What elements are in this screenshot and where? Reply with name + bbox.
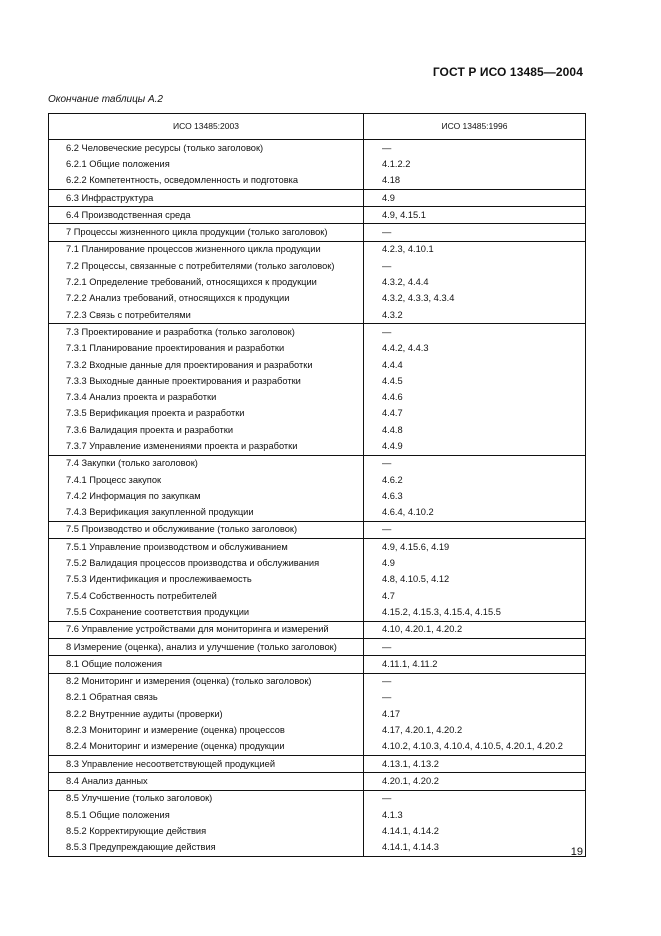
table-row [49, 755, 586, 772]
clause-2003-cell: 7.2 Процессы, связанные с потребителями (только заголовок) [49, 258, 364, 274]
clause-2003-cell: 6.4 Производственная среда [49, 207, 364, 224]
clause-2003-cell: 7.3.3 Выходные данные проектирования и разработки [49, 373, 364, 389]
clause-1996-cell: 4.7 [364, 588, 586, 604]
clause-1996-cell: 4.4.5 [364, 373, 586, 389]
clause-2003-cell: 8.5.1 Общие положения [49, 807, 364, 823]
table-row [49, 357, 586, 373]
table-row [49, 422, 586, 438]
clause-1996-cell: 4.3.2 [364, 307, 586, 324]
clause-1996-cell: — [364, 324, 586, 341]
table-row [49, 690, 586, 706]
clause-2003-cell: 7.4.1 Процесс закупок [49, 472, 364, 488]
clause-2003-cell: 7.2.1 Определение требований, относящихся к продукции [49, 274, 364, 290]
table-row [49, 588, 586, 604]
table-row [49, 621, 586, 638]
clause-2003-cell: 7.5.3 Идентификация и прослеживаемость [49, 572, 364, 588]
clause-1996-cell: 4.2.3, 4.10.1 [364, 241, 586, 258]
table-row [49, 324, 586, 341]
table-row [49, 472, 586, 488]
table-row [49, 389, 586, 405]
clause-2003-cell: 8.3 Управление несоответствующей продукцией [49, 755, 364, 772]
table-row [49, 807, 586, 823]
table-caption: Окончание таблицы А.2 [48, 94, 163, 105]
table-row [49, 373, 586, 389]
clause-1996-cell: 4.10, 4.20.1, 4.20.2 [364, 621, 586, 638]
clause-1996-cell: — [364, 258, 586, 274]
clause-2003-cell: 7.3 Проектирование и разработка (только заголовок) [49, 324, 364, 341]
clause-2003-cell: 8.5.3 Предупреждающие действия [49, 839, 364, 856]
table-row [49, 291, 586, 307]
clause-1996-cell: 4.6.4, 4.10.2 [364, 505, 586, 522]
clause-1996-cell: 4.4.8 [364, 422, 586, 438]
table-row [49, 488, 586, 504]
clause-2003-cell: 7.3.1 Планирование проектирования и разработки [49, 341, 364, 357]
clause-1996-cell: 4.11.1, 4.11.2 [364, 656, 586, 673]
clause-1996-cell: 4.6.2 [364, 472, 586, 488]
table-body [49, 140, 586, 857]
clause-2003-cell: 8.2.2 Внутренние аудиты (проверки) [49, 706, 364, 722]
table-row [49, 224, 586, 241]
clause-2003-cell: 7.3.7 Управление изменениями проекта и разработки [49, 438, 364, 455]
clause-1996-cell: — [364, 638, 586, 655]
clause-1996-cell: 4.3.2, 4.4.4 [364, 274, 586, 290]
clause-2003-cell: 7 Процессы жизненного цикла продукции (только заголовок) [49, 224, 364, 241]
clause-1996-cell: 4.9 [364, 189, 586, 206]
clause-1996-cell: 4.20.1, 4.20.2 [364, 773, 586, 790]
clause-2003-cell: 7.5.1 Управление производством и обслуживанием [49, 539, 364, 556]
clause-1996-cell: 4.3.2, 4.3.3, 4.3.4 [364, 291, 586, 307]
table-row [49, 638, 586, 655]
clause-1996-cell: 4.9 [364, 555, 586, 571]
table-row [49, 656, 586, 673]
clause-2003-cell: 7.5.4 Собственность потребителей [49, 588, 364, 604]
clause-1996-cell: 4.17 [364, 706, 586, 722]
page-number: 19 [570, 846, 583, 858]
clause-2003-cell: 8.4 Анализ данных [49, 773, 364, 790]
clause-2003-cell: 7.5 Производство и обслуживание (только заголовок) [49, 521, 364, 538]
clause-2003-cell: 7.3.6 Валидация проекта и разработки [49, 422, 364, 438]
clause-2003-cell: 7.2.2 Анализ требований, относящихся к продукции [49, 291, 364, 307]
table-row [49, 572, 586, 588]
clause-1996-cell: 4.10.2, 4.10.3, 4.10.4, 4.10.5, 4.20.1, 4.20.2 [364, 739, 586, 756]
clause-2003-cell: 6.2.2 Компетентность, осведомленность и подготовка [49, 173, 364, 190]
clause-1996-cell: 4.14.1, 4.14.2 [364, 823, 586, 839]
clause-1996-cell: 4.15.2, 4.15.3, 4.15.4, 4.15.5 [364, 604, 586, 621]
table-row [49, 207, 586, 224]
document-id: ГОСТ Р ИСО 13485—2004 [432, 65, 583, 79]
table-row [49, 839, 586, 856]
table-row [49, 823, 586, 839]
clause-1996-cell: — [364, 521, 586, 538]
table-row [49, 189, 586, 206]
table-row [49, 406, 586, 422]
clause-1996-cell: 4.4.6 [364, 389, 586, 405]
table-row [49, 673, 586, 690]
clause-1996-cell: 4.4.4 [364, 357, 586, 373]
table-row [49, 140, 586, 157]
table-row [49, 604, 586, 621]
clause-2003-cell: 8.2.3 Мониторинг и измерение (оценка) процессов [49, 722, 364, 738]
clause-2003-cell: 7.4.2 Информация по закупкам [49, 488, 364, 504]
clause-2003-cell: 7.1 Планирование процессов жизненного цикла продукции [49, 241, 364, 258]
column-header-iso-1996: ИСО 13485:1996 [364, 114, 586, 140]
table-row [49, 706, 586, 722]
table-row [49, 258, 586, 274]
clause-2003-cell: 7.3.5 Верификация проекта и разработки [49, 406, 364, 422]
table-row [49, 539, 586, 556]
table-row [49, 341, 586, 357]
clause-2003-cell: 7.4 Закупки (только заголовок) [49, 455, 364, 472]
clause-1996-cell: — [364, 790, 586, 807]
table-row [49, 555, 586, 571]
clause-1996-cell: — [364, 673, 586, 690]
table-row [49, 173, 586, 190]
table-row [49, 274, 586, 290]
clause-1996-cell: — [364, 140, 586, 157]
clause-1996-cell: 4.8, 4.10.5, 4.12 [364, 572, 586, 588]
clause-2003-cell: 8.5 Улучшение (только заголовок) [49, 790, 364, 807]
clause-1996-cell: — [364, 690, 586, 706]
table-row [49, 505, 586, 522]
clause-1996-cell: 4.4.7 [364, 406, 586, 422]
clause-2003-cell: 8.2.1 Обратная связь [49, 690, 364, 706]
clause-1996-cell: 4.9, 4.15.6, 4.19 [364, 539, 586, 556]
clause-2003-cell: 7.2.3 Связь с потребителями [49, 307, 364, 324]
clause-2003-cell: 8.5.2 Корректирующие действия [49, 823, 364, 839]
correspondence-table [48, 113, 586, 857]
table-row [49, 156, 586, 172]
clause-1996-cell: 4.9, 4.15.1 [364, 207, 586, 224]
clause-1996-cell: 4.18 [364, 173, 586, 190]
table-row [49, 307, 586, 324]
table-row [49, 438, 586, 455]
table-row [49, 739, 586, 756]
clause-1996-cell: — [364, 224, 586, 241]
clause-2003-cell: 6.2 Человеческие ресурсы (только заголовок) [49, 140, 364, 157]
column-header-iso-2003: ИСО 13485:2003 [49, 114, 364, 140]
table-row [49, 773, 586, 790]
clause-1996-cell: 4.6.3 [364, 488, 586, 504]
clause-2003-cell: 7.3.2 Входные данные для проектирования и разработки [49, 357, 364, 373]
clause-1996-cell: 4.17, 4.20.1, 4.20.2 [364, 722, 586, 738]
clause-2003-cell: 8.2.4 Мониторинг и измерение (оценка) продукции [49, 739, 364, 756]
clause-2003-cell: 7.4.3 Верификация закупленной продукции [49, 505, 364, 522]
table-row [49, 455, 586, 472]
table-row [49, 790, 586, 807]
clause-2003-cell: 6.3 Инфраструктура [49, 189, 364, 206]
clause-1996-cell: 4.1.3 [364, 807, 586, 823]
clause-1996-cell: 4.1.2.2 [364, 156, 586, 172]
clause-1996-cell: — [364, 455, 586, 472]
clause-2003-cell: 7.6 Управление устройствами для мониторинга и измерений [49, 621, 364, 638]
clause-1996-cell: 4.14.1, 4.14.3 [364, 839, 586, 856]
clause-1996-cell: 4.4.2, 4.4.3 [364, 341, 586, 357]
clause-1996-cell: 4.4.9 [364, 438, 586, 455]
clause-2003-cell: 7.5.5 Сохранение соответствия продукции [49, 604, 364, 621]
clause-2003-cell: 7.3.4 Анализ проекта и разработки [49, 389, 364, 405]
clause-2003-cell: 8.2 Мониторинг и измерения (оценка) (только заголовок) [49, 673, 364, 690]
clause-1996-cell: 4.13.1, 4.13.2 [364, 755, 586, 772]
clause-2003-cell: 8.1 Общие положения [49, 656, 364, 673]
table-row [49, 521, 586, 538]
clause-2003-cell: 8 Измерение (оценка), анализ и улучшение (только заголовок) [49, 638, 364, 655]
table-header-row [49, 114, 586, 140]
table-row [49, 722, 586, 738]
clause-2003-cell: 7.5.2 Валидация процессов производства и обслуживания [49, 555, 364, 571]
clause-2003-cell: 6.2.1 Общие положения [49, 156, 364, 172]
table-row [49, 241, 586, 258]
